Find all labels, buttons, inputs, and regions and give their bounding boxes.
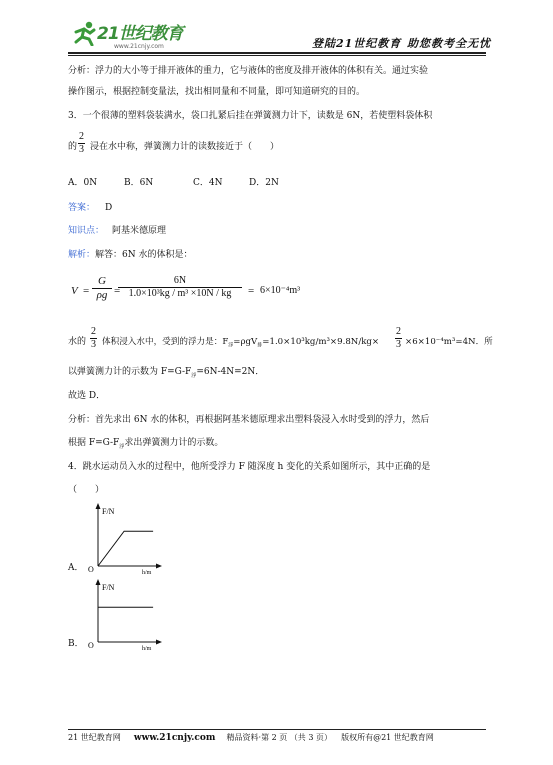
knowledge-line bbox=[68, 226, 166, 237]
answer-line bbox=[68, 203, 112, 214]
fraction-two-thirds bbox=[78, 131, 85, 156]
footer-page-info: 精品资料·第 2 页 （共 3 页） bbox=[226, 733, 332, 742]
result-line bbox=[68, 367, 264, 379]
result-sub-float: 浮 bbox=[191, 372, 197, 379]
question3-line2-pre: 的 bbox=[68, 142, 78, 152]
question3-line2-post: 浸在水中称，弹簧测力计的读数接近于（ ） bbox=[90, 142, 280, 152]
graph-a-origin: O bbox=[88, 565, 94, 574]
footer-url-link[interactable]: www.21cnjy.com bbox=[133, 733, 216, 743]
eq-fraction-main bbox=[118, 275, 242, 300]
logo-main: 21世纪教育 bbox=[97, 24, 183, 44]
graph-a-xlabel: h/m bbox=[142, 570, 152, 574]
graph-a-y-arrow bbox=[96, 503, 101, 509]
result-line-text: 以弹簧测力计的示数为 F=G-F bbox=[68, 367, 192, 377]
analysis-label: 解析： bbox=[68, 250, 96, 260]
buoy-fraction-2 bbox=[395, 326, 402, 351]
knowledge-value: 阿基米德原理 bbox=[112, 226, 167, 236]
buoy-pre: 水的 bbox=[68, 337, 87, 347]
graph-b bbox=[84, 578, 164, 650]
graph-a-curve bbox=[98, 531, 153, 566]
eq-denominator: 1.0×10³kg / m³ ×10N / kg bbox=[128, 288, 232, 299]
logo-url: www.21cnjy.com bbox=[114, 43, 164, 50]
buoy-frac1-num: 2 bbox=[91, 326, 96, 337]
fraction-numerator: 2 bbox=[79, 131, 84, 142]
graph-a bbox=[84, 502, 164, 574]
eq-equals-1: = bbox=[83, 285, 90, 297]
header-rule-top bbox=[68, 52, 486, 54]
header-slogan-right: 助您教考全无忧 bbox=[407, 37, 491, 50]
buoy-end: ×6×10⁻⁴m³=4N．所 bbox=[405, 337, 493, 347]
eq-v: V bbox=[71, 285, 78, 297]
answer-label: 答案： bbox=[68, 203, 96, 213]
analysis2-post: 求出弹簧测力计的示数。 bbox=[124, 438, 224, 448]
result-line-end: =6N-4N=2N． bbox=[196, 367, 265, 377]
eq-result: 6×10⁻⁴m³ bbox=[260, 285, 301, 296]
question4-line1: 4．跳水运动员入水的过程中，他所受浮力 F 随深度 h 变化的关系如图所示，其中正确的是 bbox=[68, 462, 431, 472]
fraction-denominator: 3 bbox=[79, 144, 84, 155]
footer bbox=[68, 733, 434, 744]
eq-6n: 6N bbox=[118, 275, 242, 288]
eq-g: G bbox=[92, 275, 112, 289]
graph-b-origin: O bbox=[88, 641, 94, 650]
buoy-frac2-den: 3 bbox=[396, 339, 401, 350]
analysis-value: 解答：6N 水的体积是： bbox=[95, 250, 193, 260]
eq-rhog: ρg bbox=[96, 289, 108, 302]
buoy-post: 体积浸入水中，受到的浮力是：F bbox=[102, 337, 229, 347]
eq-equals-2: = bbox=[114, 285, 121, 297]
choose-line: 故选 D． bbox=[68, 391, 106, 401]
analysis-paragraph-line2: 操作图示，根据控制变量法，找出相同量和不同量，即可知道研究的目的。 bbox=[68, 87, 366, 97]
footer-rule bbox=[68, 729, 486, 730]
eq-equals-3: = bbox=[248, 285, 255, 297]
option-c: C．4N bbox=[193, 178, 223, 188]
question4-line2: （ ） bbox=[68, 485, 105, 495]
knowledge-label: 知识点： bbox=[68, 226, 105, 236]
analysis-paragraph-line1: 分析：浮力的大小等于排开液体的重力，它与液体的密度及排开液体的体积有关。通过实验 bbox=[68, 66, 429, 76]
logo-runner-icon bbox=[70, 20, 98, 46]
buoy-calc: =1.0×10³kg/m³×9.8N/kg× bbox=[262, 337, 380, 347]
graph-a-ylabel: F/N bbox=[102, 507, 115, 516]
graph-b-xlabel: h/m bbox=[142, 646, 152, 650]
header-rule-bottom bbox=[68, 55, 486, 56]
footer-copyright: 版权所有@21 世纪教育网 bbox=[341, 733, 434, 742]
option-b: B．6N bbox=[124, 178, 154, 188]
buoy-frac2-num: 2 bbox=[396, 326, 401, 337]
analysis2-pre: 根据 F=G-F bbox=[68, 438, 120, 448]
buoy-mid: =ρgV bbox=[233, 337, 258, 347]
option-d: D．2N bbox=[249, 178, 279, 188]
graph-b-ylabel: F/N bbox=[102, 583, 115, 592]
question3-line1: 3．一个很薄的塑料袋装满水，袋口扎紧后挂在弹簧测力计下，读数是 6N，若使塑料袋体积 bbox=[68, 111, 433, 121]
header-slogan-left: 登陆21世纪教育 bbox=[312, 37, 402, 50]
graph-a-label: A． bbox=[68, 563, 84, 573]
graph-b-x-arrow bbox=[156, 640, 162, 645]
buoy-fraction-1 bbox=[90, 326, 97, 351]
analysis2-line2 bbox=[68, 438, 223, 450]
buoy-sub-displaced: 排 bbox=[257, 342, 263, 349]
graph-b-y-arrow bbox=[96, 579, 101, 585]
eq-fraction-g-over-rhog bbox=[92, 275, 112, 302]
graph-a-x-arrow bbox=[156, 564, 162, 569]
answer-value: D bbox=[105, 203, 113, 213]
option-a: A．0N bbox=[68, 178, 98, 188]
analysis2-line1: 分析：首先求出 6N 水的体积，再根据阿基米德原理求出塑料袋浸入水时受到的浮力，然后 bbox=[68, 415, 430, 425]
buoy-sub-float: 浮 bbox=[228, 342, 234, 349]
buoy-frac1-den: 3 bbox=[91, 339, 96, 350]
footer-left: 21 世纪教育网 bbox=[68, 733, 121, 742]
graph-b-label: B． bbox=[68, 639, 84, 649]
analysis2-sub: 浮 bbox=[119, 443, 125, 450]
buoy-text bbox=[102, 337, 379, 349]
analysis-line bbox=[68, 250, 192, 261]
